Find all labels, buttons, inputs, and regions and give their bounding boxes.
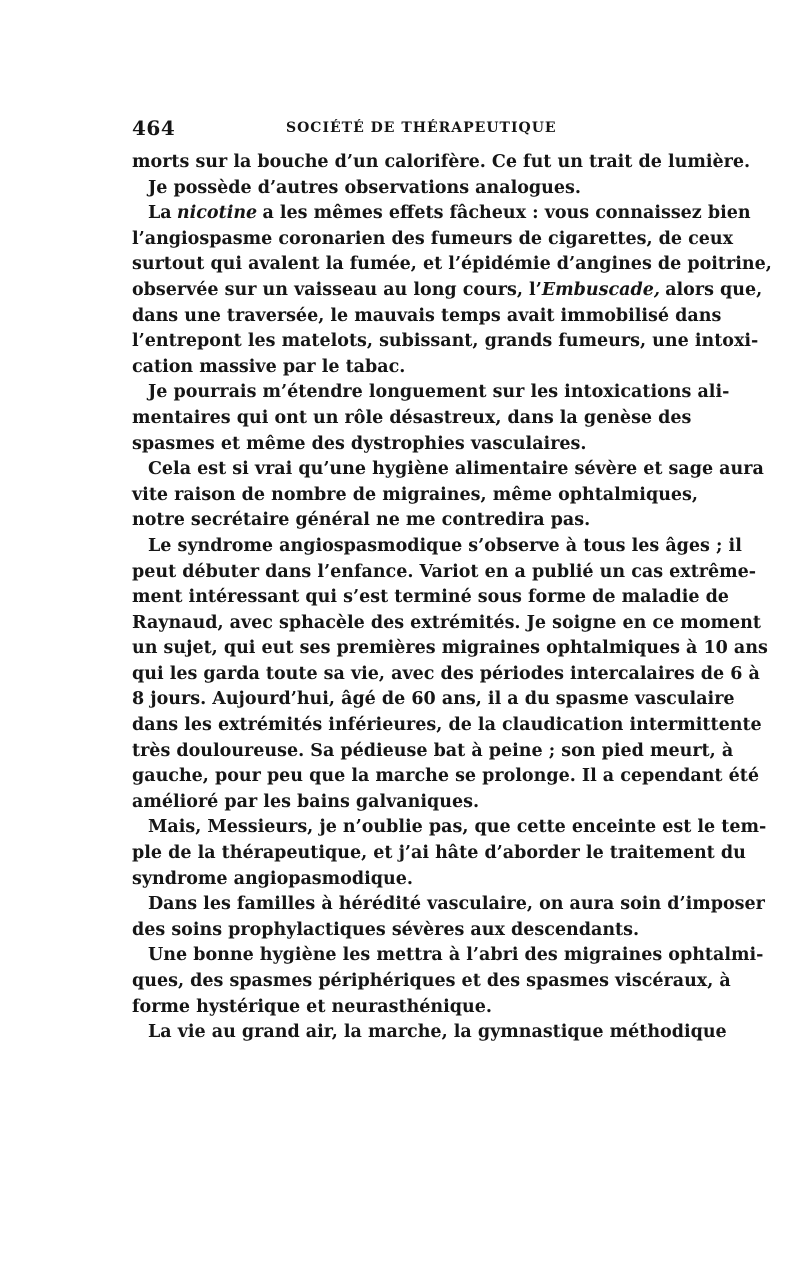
body-text bbox=[132, 150, 772, 1046]
running-head: SOCIÉTÉ DE THÉRAPEUTIQUE bbox=[286, 120, 557, 136]
text-line: Cela est si vrai qu’une hygiène alimentaire sévère et sage aura bbox=[148, 459, 764, 480]
text-line: des soins prophylactiques sévères aux descendants. bbox=[132, 919, 640, 940]
text-line: Raynaud, avec sphacèle des extrémités. Je soigne en ce moment bbox=[132, 612, 761, 633]
text-line: qui les garda toute sa vie, avec des périodes intercalaires de 6 à bbox=[132, 663, 760, 684]
text-line: mentaires qui ont un rôle désastreux, dans la genèse des bbox=[132, 407, 692, 428]
text-line: gauche, pour peu que la marche se prolonge. Il a cependant été bbox=[132, 766, 759, 787]
text-line-embuscade bbox=[132, 278, 763, 304]
text-line: Le syndrome angiospasmodique s’observe à tous les âges ; il bbox=[148, 535, 742, 556]
text-line: surtout qui avalent la fumée, et l’épidémie d’angines de poitrine, bbox=[132, 254, 772, 275]
text-line: notre secrétaire général ne me contredira pas. bbox=[132, 510, 591, 531]
page-header bbox=[132, 116, 677, 140]
text-line: spasmes et même des dystrophies vasculaires. bbox=[132, 433, 587, 454]
text-line: Je pourrais m’étendre longuement sur les intoxications ali- bbox=[148, 382, 730, 403]
text-line: dans les extrémités inférieures, de la claudication intermittente bbox=[132, 715, 762, 736]
text-line: vite raison de nombre de migraines, même ophtalmiques, bbox=[132, 484, 698, 505]
text-line: un sujet, qui eut ses premières migraines ophtalmiques à 10 ans bbox=[132, 638, 768, 659]
text-line: ple de la thérapeutique, et j’ai hâte d’aborder le traitement du bbox=[132, 843, 746, 864]
text-line: syndrome angiopasmodique. bbox=[132, 868, 413, 889]
page-number: 464 bbox=[132, 116, 176, 140]
text-line: Je possède d’autres observations analogues. bbox=[148, 177, 581, 198]
text-line: La vie au grand air, la marche, la gymnastique méthodique bbox=[148, 1022, 727, 1043]
text-line: dans une traversée, le mauvais temps avait immobilisé dans bbox=[132, 305, 722, 326]
text-line: 8 jours. Aujourd’hui, âgé de 60 ans, il a du spasme vasculaire bbox=[132, 689, 735, 710]
text-line: Dans les familles à hérédité vasculaire, on aura soin d’imposer bbox=[148, 894, 765, 915]
text-line: l’entrepont les matelots, subissant, grands fumeurs, une intoxi- bbox=[132, 331, 759, 352]
text-line: ment intéressant qui s’est terminé sous forme de maladie de bbox=[132, 587, 729, 608]
text-line: l’angiospasme coronarien des fumeurs de cigarettes, de ceux bbox=[132, 228, 734, 249]
text-line: peut débuter dans l’enfance. Variot en a publié un cas extrême- bbox=[132, 561, 757, 582]
text-line-nicotine bbox=[132, 201, 751, 227]
text-line: amélioré par les bains galvaniques. bbox=[132, 791, 480, 812]
lead-word: La bbox=[148, 203, 172, 224]
text-line: morts sur la bouche d’un calorifère. Ce fut un trait de lumière. bbox=[132, 152, 751, 172]
text-segment: alors que, bbox=[665, 279, 763, 300]
text-line: ques, des spasmes périphériques et des spasmes viscéraux, à bbox=[132, 971, 731, 991]
text-line: cation massive par le tabac. bbox=[132, 356, 406, 377]
italic-term: nicotine bbox=[176, 203, 258, 224]
text-line: très douloureuse. Sa pédieuse bat à peine ; son pied meurt, à bbox=[132, 740, 734, 761]
text-segment: observée sur un vaisseau au long cours, l’ bbox=[132, 279, 542, 300]
italic-term: Embuscade, bbox=[541, 279, 660, 300]
text-line: Une bonne hygiène les mettra à l’abri des migraines ophtalmi- bbox=[148, 945, 764, 966]
text-line: forme hystérique et neurasthénique. bbox=[132, 996, 492, 1017]
text-line: Mais, Messieurs, je n’oublie pas, que cette enceinte est le tem- bbox=[148, 817, 767, 838]
text-segment: a les mêmes effets fâcheux : vous connaissez bien bbox=[262, 203, 751, 224]
